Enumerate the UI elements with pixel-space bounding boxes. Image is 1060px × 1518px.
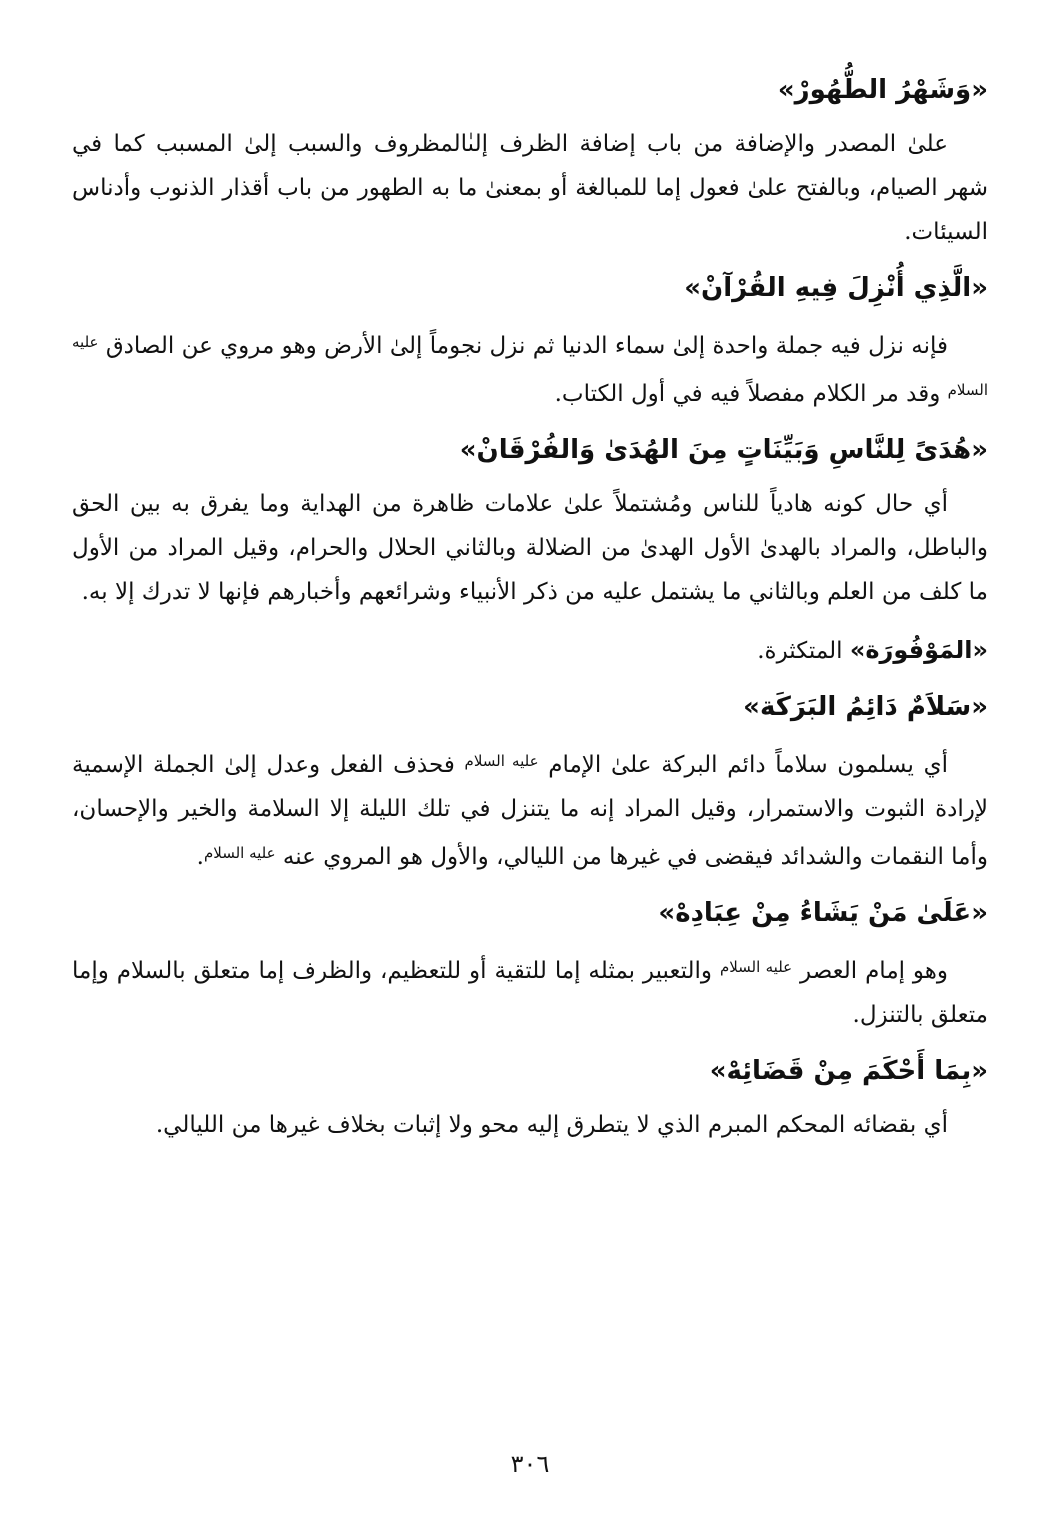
section-paragraph <box>72 320 988 416</box>
honorific-glyph: عليه السلام <box>464 752 539 770</box>
honorific-glyph: عليه السلام <box>72 333 988 399</box>
paragraph-text: . <box>196 844 204 870</box>
inline-heading: «المَوْفُورَة» <box>849 636 988 664</box>
inline-definition <box>72 628 988 673</box>
page-body <box>72 70 988 1161</box>
paragraph-text: وقد مر الكلام مفصلاً فيه في أول الكتاب. <box>554 381 941 407</box>
honorific-glyph: عليه السلام <box>719 958 793 976</box>
section-heading: «عَلَىٰ مَنْ يَشَاءُ مِنْ عِبَادِهْ» <box>658 898 988 928</box>
paragraph-text: والتعبير بمثله إما للتقية أو للتعظيم، والظرف إما متعلق بالسلام وإما متعلق بالتنزل. <box>72 958 988 1028</box>
section-heading: «بِمَا أَحْكَمَ مِنْ قَضَائِهْ» <box>709 1056 988 1086</box>
section-paragraph: أي حال كونه هادياً للناس ومُشتملاً علىٰ علامات ظاهرة من الهداية وما يفرق به بين الحق والباطل، والمراد بالهدىٰ الأول الهدىٰ من الضلالة وبالثاني الحلال والحرام، وقيل المراد من الأول ما كلف من العلم وبالثاني ما يشتمل عليه من ذكر الأنبياء وشرائعهم وأخبارهم فإنها لا تدرك إلا به. <box>72 491 988 605</box>
paragraph-text: وهو إمام العصر <box>800 958 949 984</box>
section-paragraph: أي بقضائه المحكم المبرم الذي لا يتطرق إليه محو ولا إثبات بخلاف غيرها من الليالي. <box>155 1112 948 1138</box>
page-number: ٣٠٦ <box>510 1450 550 1478</box>
paragraph-text: أي يسلمون سلاماً دائم البركة علىٰ الإمام <box>548 752 948 778</box>
section-heading: «سَلاَمٌ دَائِمُ البَرَكَة» <box>743 692 988 722</box>
section-paragraph: علىٰ المصدر والإضافة من باب إضافة الظرف إلىٰالمظروف والسبب إلىٰ المسبب كما في شهر الصيام، وبالفتح علىٰ فعول إما للمبالغة أو بمعنىٰ ما به الطهور من باب أقذار الذنوب وأدناس السيئات. <box>72 131 988 245</box>
section-heading: «وَشَهْرُ الطُّهُورْ» <box>777 75 988 105</box>
honorific-glyph: عليه السلام <box>203 844 276 862</box>
paragraph-text: فإنه نزل فيه جملة واحدة إلىٰ سماء الدنيا ثم نزل نجوماً إلىٰ الأرض وهو مروي عن الصادق <box>105 333 948 359</box>
section-paragraph <box>72 739 988 879</box>
section-paragraph <box>72 945 988 1037</box>
section-heading: «الَّذِي أُنْزِلَ فِيهِ القُرْآنْ» <box>684 273 988 303</box>
section-heading: «هُدَىً لِلنَّاسِ وَبَيِّنَاتٍ مِنَ الهُدَىٰ وَالفُرْقَانْ» <box>459 435 988 465</box>
inline-definition-text: المتكثرة. <box>757 638 850 664</box>
paragraph-text: فحذف الفعل وعدل إلىٰ الجملة الإسمية لإرادة الثبوت والاستمرار، وقيل المراد إنه ما يتنزل في تلك الليلة إلا السلامة والخير والإحسان، وأما النقمات والشدائد فيقضى في غيرها من الليالي، والأول هو المروي عنه <box>72 752 988 870</box>
